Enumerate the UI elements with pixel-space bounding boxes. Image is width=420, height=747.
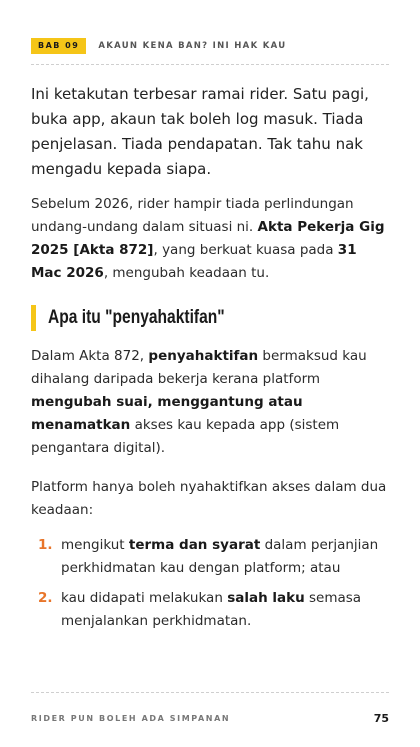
text: Sebelum 2026, rider hampir tiada perlindungan undang-undang dalam situasi ni. <box>31 196 354 235</box>
bold-term: penyahaktifan <box>148 348 259 364</box>
footer-divider <box>31 692 389 693</box>
bold-text: salah laku <box>227 590 305 606</box>
bold-act-name: Akta Pekerja Gig 2025 [Akta 872] <box>31 219 385 258</box>
heading-accent-bar <box>31 305 36 331</box>
page-header <box>31 38 389 54</box>
text: dalam perjanjian perkhidmatan kau dengan platform; atau <box>61 537 379 576</box>
lead-paragraph: Ini ketakutan terbesar ramai rider. Satu pagi, buka app, akaun tak boleh log masuk. Tiada penjelasan. Tiada pendapatan. Tak tahu nak mengadu kepada siapa. <box>31 85 369 178</box>
section-heading <box>31 305 391 331</box>
list-text <box>61 534 391 580</box>
page-content <box>31 82 391 640</box>
list-item <box>31 587 391 633</box>
text: , mengubah keadaan tu. <box>103 265 270 281</box>
bold-effective-date: 31 Mac 2026 <box>31 242 357 281</box>
chapter-badge: BAB 09 <box>31 38 86 54</box>
text: kau didapati melakukan <box>61 590 228 606</box>
bold-actions: mengubah suai, menggantung atau menamatkan <box>31 394 303 433</box>
conditions-list <box>31 534 391 633</box>
list-number: 2. <box>38 590 53 606</box>
header-divider <box>31 64 389 65</box>
list-item <box>31 534 391 580</box>
section-title: Apa itu "penyahaktifan" <box>48 307 225 328</box>
paragraph-conditions: Platform hanya boleh nyahaktifkan akses dalam dua keadaan: <box>31 479 387 518</box>
page-footer <box>31 712 389 725</box>
text: akses kau kepada app (sistem pengantara digital). <box>31 417 340 456</box>
text: , yang berkuat kuasa pada <box>153 242 338 258</box>
text: Dalam Akta 872, <box>31 348 149 364</box>
text: mengikut <box>61 537 129 553</box>
list-number: 1. <box>38 537 53 553</box>
bold-text: terma dan syarat <box>128 537 261 553</box>
text: bermaksud kau dihalang daripada bekerja kerana platform <box>31 348 367 387</box>
list-text <box>61 587 391 633</box>
paragraph-intro <box>31 193 391 285</box>
page-number: 75 <box>373 712 389 725</box>
paragraph-definition <box>31 345 391 460</box>
text: semasa menjalankan perkhidmatan. <box>61 590 362 629</box>
chapter-title: AKAUN KENA BAN? INI HAK KAU <box>98 41 287 51</box>
book-title: RIDER PUN BOLEH ADA SIMPANAN <box>31 714 231 723</box>
